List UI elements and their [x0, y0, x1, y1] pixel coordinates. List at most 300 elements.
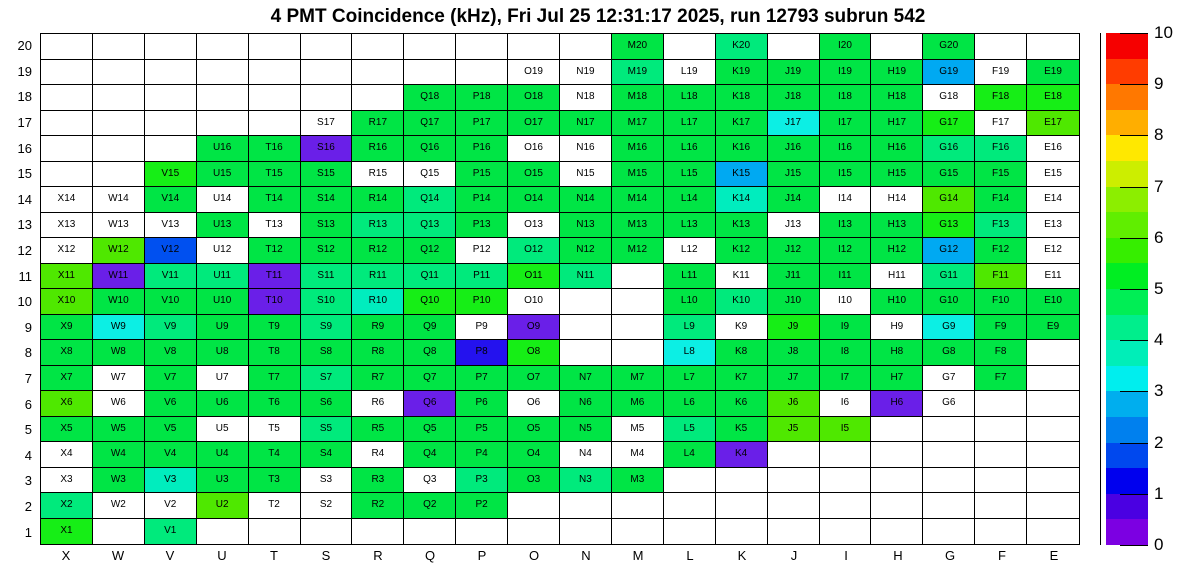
cell-label: W14: [108, 193, 129, 205]
heatmap-cell: [352, 366, 404, 392]
cell-label: O5: [526, 422, 541, 434]
cell-label: M12: [627, 244, 648, 256]
heatmap-cell: [768, 213, 820, 239]
colorbar-band: [1106, 161, 1148, 187]
heatmap-cell: [93, 213, 145, 239]
cell-label: Q2: [423, 499, 437, 511]
heatmap-cell: [820, 238, 872, 264]
heatmap-cell: [352, 238, 404, 264]
cell-label: T16: [265, 142, 283, 154]
x-axis-label: T: [270, 548, 278, 563]
heatmap-cell: [352, 162, 404, 188]
cell-label: S11: [317, 269, 335, 281]
cell-label: H8: [890, 346, 904, 358]
heatmap-cell: [768, 136, 820, 162]
cell-label: N14: [576, 193, 595, 205]
cell-label: R15: [368, 167, 388, 179]
heatmap-cell: [93, 391, 145, 417]
heatmap-cell: [1027, 238, 1079, 264]
heatmap-cell: [768, 60, 820, 86]
y-axis-label: 4: [24, 447, 32, 463]
cell-label: G9: [942, 320, 956, 332]
cell-label: L17: [680, 116, 698, 128]
cell-label: R2: [371, 499, 385, 511]
cell-label: T8: [268, 346, 280, 358]
cell-label: M4: [630, 448, 645, 460]
colorbar-tick: [1120, 340, 1148, 341]
heatmap-cell: [871, 34, 923, 60]
cell-label: I16: [837, 142, 852, 154]
cell-label: J12: [784, 244, 802, 256]
x-axis-label: U: [217, 548, 227, 563]
cell-label: P16: [472, 142, 491, 154]
heatmap-cell: [197, 340, 249, 366]
heatmap-cell: [560, 391, 612, 417]
cell-label: H15: [887, 167, 907, 179]
x-axis-label: M: [632, 548, 644, 563]
colorbar-band: [1106, 135, 1148, 161]
heatmap-cell: [249, 34, 301, 60]
colorbar-tick: [1120, 289, 1148, 290]
cell-label: S16: [317, 142, 335, 154]
heatmap-cell: [352, 519, 404, 545]
heatmap-cell: [197, 213, 249, 239]
heatmap-cell: [975, 391, 1027, 417]
x-axis-label: J: [790, 548, 798, 563]
heatmap-cell: [820, 391, 872, 417]
heatmap-cell: [456, 213, 508, 239]
heatmap-cell: [664, 519, 716, 545]
cell-label: O8: [526, 346, 541, 358]
heatmap-cell: [768, 493, 820, 519]
cell-label: J8: [787, 346, 799, 358]
heatmap-cell: [197, 34, 249, 60]
heatmap-cell: [197, 85, 249, 111]
heatmap-cell: [41, 315, 93, 341]
heatmap-grid: [40, 33, 1080, 545]
x-axis-label: X: [61, 548, 71, 563]
cell-label: I5: [840, 422, 850, 434]
heatmap-cell: [871, 366, 923, 392]
heatmap-cell: [93, 264, 145, 290]
cell-label: X9: [60, 320, 73, 332]
heatmap-cell: [975, 289, 1027, 315]
colorbar-tick: [1120, 545, 1148, 546]
heatmap-cell: [768, 238, 820, 264]
heatmap-cell: [923, 417, 975, 443]
cell-label: X4: [60, 448, 73, 460]
cell-label: P3: [475, 473, 488, 485]
cell-label: V7: [164, 371, 177, 383]
heatmap-cell: [197, 493, 249, 519]
cell-label: S2: [319, 499, 333, 511]
heatmap-cell: [145, 187, 197, 213]
heatmap-cell: [768, 111, 820, 137]
colorbar-tick-label: 9: [1154, 74, 1164, 94]
heatmap-cell: [1027, 493, 1079, 519]
heatmap-cell: [352, 468, 404, 494]
cell-label: R8: [371, 346, 385, 358]
heatmap-cell: [768, 162, 820, 188]
heatmap-cell: [716, 34, 768, 60]
cell-label: X13: [57, 218, 76, 230]
heatmap-cell: [41, 442, 93, 468]
cell-label: K20: [732, 40, 751, 52]
cell-label: K19: [732, 65, 751, 77]
cell-label: I19: [837, 65, 852, 77]
cell-label: O10: [524, 295, 543, 307]
cell-label: I9: [840, 320, 850, 332]
heatmap-cell: [352, 264, 404, 290]
heatmap-cell: [923, 34, 975, 60]
heatmap-cell: [508, 85, 560, 111]
heatmap-cell: [352, 60, 404, 86]
cell-label: U7: [215, 371, 229, 383]
x-axis-label: R: [373, 548, 383, 563]
heatmap-cell: [560, 519, 612, 545]
cell-label: V13: [161, 218, 180, 230]
heatmap-cell: [923, 213, 975, 239]
heatmap-cell: [145, 264, 197, 290]
heatmap-cell: [1027, 391, 1079, 417]
y-axis-label: 11: [18, 268, 32, 284]
cell-label: Q9: [423, 320, 437, 332]
cell-label: V15: [161, 167, 180, 179]
heatmap-cell: [612, 442, 664, 468]
cell-label: Q17: [420, 116, 440, 128]
colorbar-tick-label: 0: [1154, 535, 1164, 554]
cell-label: T5: [268, 422, 280, 434]
heatmap-cell: [197, 187, 249, 213]
heatmap-cell: [612, 136, 664, 162]
colorbar-band: [1106, 263, 1148, 289]
heatmap-cell: [923, 264, 975, 290]
heatmap-cell: [249, 366, 301, 392]
cell-label: M7: [630, 371, 645, 383]
heatmap-cell: [716, 519, 768, 545]
heatmap-cell: [145, 162, 197, 188]
colorbar-tick-label: 2: [1154, 432, 1164, 452]
chart-title: 4 PMT Coincidence (kHz), Fri Jul 25 12:31:17 2025, run 12793 subrun 542: [270, 6, 926, 27]
heatmap-cell: [664, 238, 716, 264]
cell-label: W13: [108, 218, 129, 230]
heatmap-cell: [41, 111, 93, 137]
heatmap-cell: [301, 213, 353, 239]
heatmap-cell: [301, 162, 353, 188]
cell-label: P10: [472, 295, 491, 307]
cell-label: J7: [787, 371, 799, 383]
heatmap-cell: [404, 315, 456, 341]
heatmap-cell: [716, 111, 768, 137]
cell-label: L10: [680, 295, 698, 307]
heatmap-cell: [93, 187, 145, 213]
cell-label: X3: [60, 473, 73, 485]
heatmap-cell: [404, 136, 456, 162]
cell-label: U9: [215, 320, 229, 332]
heatmap-cell: [820, 289, 872, 315]
heatmap-cell: [249, 60, 301, 86]
colorbar-band: [1106, 59, 1148, 85]
heatmap-cell: [93, 136, 145, 162]
y-axis-label: 19: [17, 63, 32, 79]
cell-label: O18: [524, 91, 543, 103]
cell-label: V14: [161, 193, 180, 205]
heatmap-cell: [716, 162, 768, 188]
cell-label: T6: [268, 397, 280, 409]
cell-label: M18: [627, 91, 648, 103]
cell-label: T7: [268, 371, 280, 383]
colorbar-band: [1106, 340, 1148, 366]
cell-label: M15: [627, 167, 648, 179]
cell-label: S15: [317, 167, 335, 179]
cell-label: V2: [164, 499, 177, 511]
cell-label: P11: [473, 269, 491, 281]
heatmap-cell: [612, 238, 664, 264]
heatmap-cell: [820, 315, 872, 341]
cell-label: X11: [57, 269, 75, 281]
heatmap-cell: [93, 238, 145, 264]
heatmap-cell: [404, 442, 456, 468]
heatmap-cell: [145, 417, 197, 443]
heatmap-cell: [404, 34, 456, 60]
cell-label: X6: [60, 397, 73, 409]
heatmap-cell: [923, 519, 975, 545]
cell-label: V6: [164, 397, 177, 409]
cell-label: E12: [1044, 244, 1062, 256]
cell-label: I6: [840, 397, 850, 409]
heatmap-cell: [93, 417, 145, 443]
heatmap-cell: [1027, 315, 1079, 341]
cell-label: J19: [784, 65, 802, 77]
colorbar-axis-line: [1100, 33, 1101, 545]
heatmap-cell: [41, 519, 93, 545]
cell-label: F17: [992, 116, 1010, 128]
cell-label: R3: [371, 473, 385, 485]
heatmap-cell: [41, 391, 93, 417]
cell-label: K18: [732, 91, 751, 103]
heatmap-cell: [249, 442, 301, 468]
cell-label: R5: [371, 422, 385, 434]
heatmap-cell: [975, 519, 1027, 545]
cell-label: S12: [317, 244, 335, 256]
cell-label: O16: [524, 142, 543, 154]
cell-label: M16: [627, 142, 648, 154]
heatmap-cell: [197, 315, 249, 341]
cell-label: M17: [627, 116, 648, 128]
cell-label: P4: [475, 448, 488, 460]
cell-label: I12: [837, 244, 852, 256]
heatmap-cell: [301, 60, 353, 86]
heatmap-cell: [923, 136, 975, 162]
cell-label: L8: [683, 346, 695, 358]
cell-label: L11: [681, 269, 698, 281]
heatmap-cell: [560, 442, 612, 468]
heatmap-cell: [93, 85, 145, 111]
heatmap-cell: [664, 264, 716, 290]
cell-label: X12: [57, 244, 76, 256]
heatmap-cell: [456, 85, 508, 111]
heatmap-cell: [612, 111, 664, 137]
cell-label: U16: [212, 142, 232, 154]
colorbar-tick: [1120, 443, 1148, 444]
cell-label: N6: [579, 397, 592, 409]
heatmap-cell: [249, 213, 301, 239]
x-axis-label: O: [528, 548, 540, 563]
heatmap-cell: [1027, 519, 1079, 545]
cell-label: I10: [837, 295, 852, 307]
heatmap-cell: [456, 264, 508, 290]
cell-label: T4: [268, 448, 280, 460]
cell-label: G8: [942, 346, 956, 358]
cell-label: R14: [368, 193, 388, 205]
heatmap-cell: [1027, 442, 1079, 468]
cell-label: O11: [524, 269, 543, 281]
heatmap-cell: [249, 238, 301, 264]
cell-label: U13: [212, 218, 232, 230]
heatmap-cell: [923, 442, 975, 468]
cell-label: F10: [992, 295, 1010, 307]
heatmap-cell: [352, 315, 404, 341]
heatmap-cell: [871, 136, 923, 162]
heatmap-cell: [249, 519, 301, 545]
heatmap-cell: [301, 264, 353, 290]
cell-label: R12: [368, 244, 388, 256]
heatmap-cell: [404, 264, 456, 290]
heatmap-cell: [923, 238, 975, 264]
cell-label: M19: [627, 65, 648, 77]
heatmap-cell: [352, 289, 404, 315]
heatmap-cell: [301, 34, 353, 60]
heatmap-cell: [1027, 340, 1079, 366]
cell-label: Q16: [420, 142, 440, 154]
heatmap-cell: [612, 162, 664, 188]
cell-label: T14: [265, 193, 283, 205]
heatmap-cell: [1027, 289, 1079, 315]
heatmap-cell: [560, 493, 612, 519]
heatmap-cell: [1027, 111, 1079, 137]
cell-label: I13: [837, 218, 852, 230]
cell-label: U11: [213, 269, 231, 281]
heatmap-cell: [41, 213, 93, 239]
heatmap-cell: [249, 391, 301, 417]
heatmap-cell: [871, 417, 923, 443]
cell-label: J5: [787, 422, 799, 434]
heatmap-cell: [664, 85, 716, 111]
heatmap-cell: [404, 417, 456, 443]
colorbar-band: [1106, 187, 1148, 213]
heatmap-cell: [197, 289, 249, 315]
cell-label: O14: [524, 193, 543, 205]
heatmap-cell: [871, 340, 923, 366]
heatmap-cell: [664, 111, 716, 137]
cell-label: K4: [735, 448, 748, 460]
cell-label: H16: [887, 142, 907, 154]
colorbar-tick: [1120, 33, 1148, 34]
heatmap-cell: [560, 340, 612, 366]
heatmap-cell: [664, 60, 716, 86]
cell-label: L15: [680, 167, 698, 179]
y-axis-label: 7: [24, 371, 32, 387]
heatmap-cell: [768, 289, 820, 315]
cell-label: W5: [110, 422, 126, 434]
heatmap-cell: [249, 85, 301, 111]
heatmap-cell: [560, 111, 612, 137]
cell-label: R9: [371, 320, 385, 332]
x-axis-label: N: [581, 548, 591, 563]
heatmap-cell: [41, 366, 93, 392]
x-axis-label: F: [998, 548, 1006, 563]
cell-label: T11: [265, 269, 283, 281]
colorbar-tick-label: 5: [1154, 279, 1164, 298]
colorbar-band: [1106, 468, 1148, 494]
cell-label: W8: [110, 346, 126, 358]
cell-label: M5: [630, 422, 645, 434]
heatmap-cell: [975, 85, 1027, 111]
heatmap-cell: [716, 493, 768, 519]
heatmap-cell: [768, 417, 820, 443]
cell-label: S5: [319, 422, 333, 434]
cell-label: Q12: [420, 244, 440, 256]
cell-label: M14: [627, 193, 648, 205]
cell-label: P12: [472, 244, 491, 256]
heatmap-cell: [975, 136, 1027, 162]
heatmap-cell: [664, 162, 716, 188]
heatmap-cell: [612, 289, 664, 315]
heatmap-cell: [975, 468, 1027, 494]
heatmap-cell: [871, 315, 923, 341]
heatmap-cell: [249, 417, 301, 443]
y-axis-label: 8: [24, 345, 32, 361]
cell-label: O12: [524, 244, 543, 256]
heatmap-cell: [352, 442, 404, 468]
cell-label: Q3: [423, 473, 437, 485]
cell-label: I15: [837, 167, 852, 179]
heatmap-cell: [975, 238, 1027, 264]
cell-label: R11: [369, 269, 387, 281]
heatmap-cell: [249, 340, 301, 366]
y-axis-label: 1: [24, 524, 32, 540]
heatmap-cell: [249, 493, 301, 519]
heatmap-cell: [249, 289, 301, 315]
cell-label: E10: [1044, 295, 1062, 307]
cell-label: L19: [680, 65, 698, 77]
heatmap-cell: [352, 136, 404, 162]
cell-label: E19: [1044, 65, 1062, 77]
heatmap-cell: [301, 468, 353, 494]
heatmap-cell: [249, 187, 301, 213]
cell-label: X10: [57, 295, 76, 307]
heatmap-cell: [871, 442, 923, 468]
x-axis-label: Q: [424, 548, 436, 563]
cell-label: U4: [215, 448, 229, 460]
cell-label: L9: [683, 320, 695, 332]
heatmap-cell: [508, 442, 560, 468]
cell-label: V10: [161, 295, 180, 307]
heatmap-cell: [145, 366, 197, 392]
cell-label: U8: [215, 346, 229, 358]
heatmap-cell: [508, 136, 560, 162]
heatmap-cell: [41, 417, 93, 443]
cell-label: S17: [317, 116, 335, 128]
heatmap-cell: [508, 187, 560, 213]
heatmap-cell: [1027, 60, 1079, 86]
heatmap-cell: [404, 162, 456, 188]
cell-label: S13: [317, 218, 335, 230]
y-axis-label: 10: [17, 294, 32, 310]
cell-label: J15: [784, 167, 802, 179]
cell-label: S10: [317, 295, 335, 307]
x-axis-label: W: [111, 548, 125, 563]
